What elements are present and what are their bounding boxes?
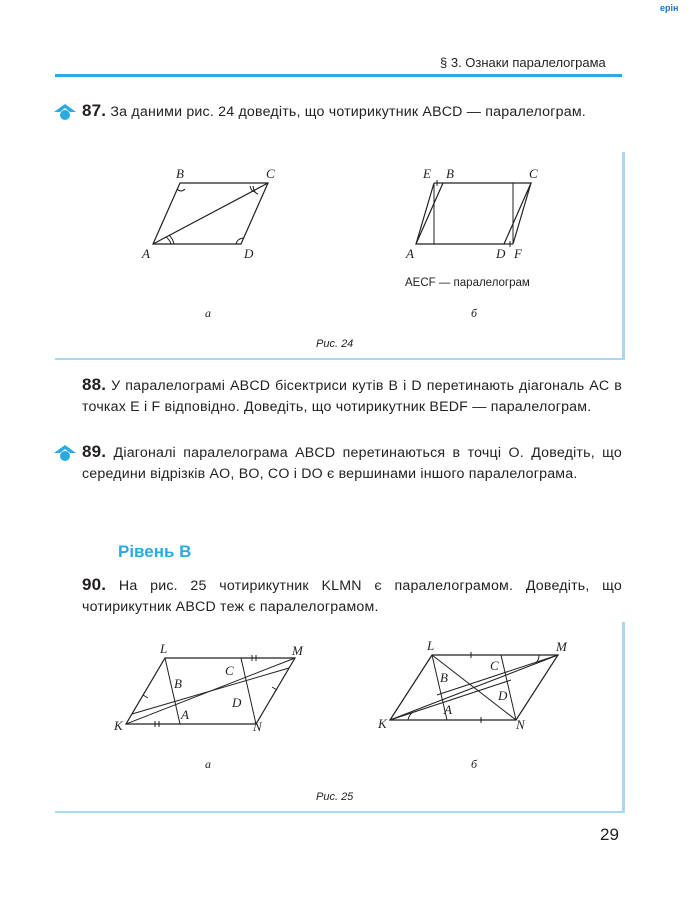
problem-number: 87. xyxy=(82,101,107,120)
point-label: D xyxy=(498,688,508,703)
point-label: D xyxy=(232,695,242,710)
figure-25a xyxy=(110,640,310,740)
point-label: C xyxy=(529,166,538,181)
figure-25b-label: б xyxy=(471,757,478,771)
problem-text: Діагоналі паралелограма ABCD перетинаються в точці O. Доведіть, що середини відрізків AO, BO, CO і DO є вершинами іншого паралелограма. xyxy=(82,445,622,482)
section-header: § 3. Ознаки паралелограма xyxy=(440,55,606,70)
point-label: C xyxy=(266,166,275,181)
point-label: A xyxy=(181,707,189,722)
problem-text: На рис. 25 чотирикутник KLMN є паралелограмом. Доведіть, що чотирикутник ABCD теж є паралелограмом. xyxy=(82,578,622,615)
point-label: C xyxy=(490,658,499,673)
problem-88 xyxy=(82,374,622,418)
figure-frame-bottom xyxy=(55,811,625,813)
figure-25b xyxy=(376,636,576,736)
point-label: N xyxy=(516,717,525,732)
point-label: B xyxy=(440,670,448,685)
point-label: D xyxy=(244,246,254,261)
figure-24a-label: а xyxy=(205,306,211,320)
publisher-logo: ерін xyxy=(660,3,679,13)
diagonal-ac xyxy=(153,183,268,244)
problem-number: 89. xyxy=(82,442,107,461)
figure-24a xyxy=(140,160,290,265)
point-label: K xyxy=(114,718,123,733)
page-number: 29 xyxy=(600,825,619,844)
point-label: B xyxy=(176,166,184,181)
point-label: M xyxy=(292,643,303,658)
point-label: A xyxy=(444,702,452,717)
segment-cf xyxy=(513,183,531,244)
figure-24b xyxy=(400,160,550,265)
figure-25-caption: Рис. 25 xyxy=(316,791,354,803)
problem-number: 90. xyxy=(82,575,107,594)
point-label: D xyxy=(496,246,506,261)
level-heading: Рівень В xyxy=(118,542,192,561)
problem-89 xyxy=(82,441,622,485)
point-label: C xyxy=(225,663,234,678)
point-label: B xyxy=(446,166,454,181)
figure-24b-note: AECF — паралелограм xyxy=(405,277,530,289)
point-label: N xyxy=(253,719,262,734)
figure-25a-label: а xyxy=(205,757,211,771)
problem-90 xyxy=(82,574,622,618)
parallelogram-abcd xyxy=(416,183,531,244)
point-label: A xyxy=(142,246,150,261)
difficulty-marker-icon xyxy=(52,102,78,122)
figure-frame-bottom xyxy=(55,358,625,360)
point-label: B xyxy=(174,676,182,691)
problem-number: 88. xyxy=(82,375,107,394)
point-label: L xyxy=(160,641,168,656)
point-label: L xyxy=(427,638,435,653)
figure-frame-right xyxy=(622,622,625,812)
point-label: M xyxy=(556,639,567,654)
problem-text: У паралелограмі ABCD бісектриси кутів B і D перетинають діагональ AC в точках E і F відповідно. Доведіть, що чотирикутник BEDF — паралелограм. xyxy=(82,378,622,415)
header-divider xyxy=(55,74,622,77)
difficulty-marker-icon xyxy=(52,443,78,463)
figure-24b-label: б xyxy=(471,306,478,320)
figure-frame-right xyxy=(622,152,625,360)
figure-24-caption: Рис. 24 xyxy=(316,338,354,350)
point-label: K xyxy=(378,716,387,731)
problem-text: За даними рис. 24 доведіть, що чотирикутник ABCD — паралелограм. xyxy=(110,104,586,120)
point-label: A xyxy=(406,246,414,261)
segment-ae xyxy=(416,183,434,244)
problem-87 xyxy=(82,100,622,123)
point-label: E xyxy=(423,166,431,181)
point-label: F xyxy=(514,246,522,261)
